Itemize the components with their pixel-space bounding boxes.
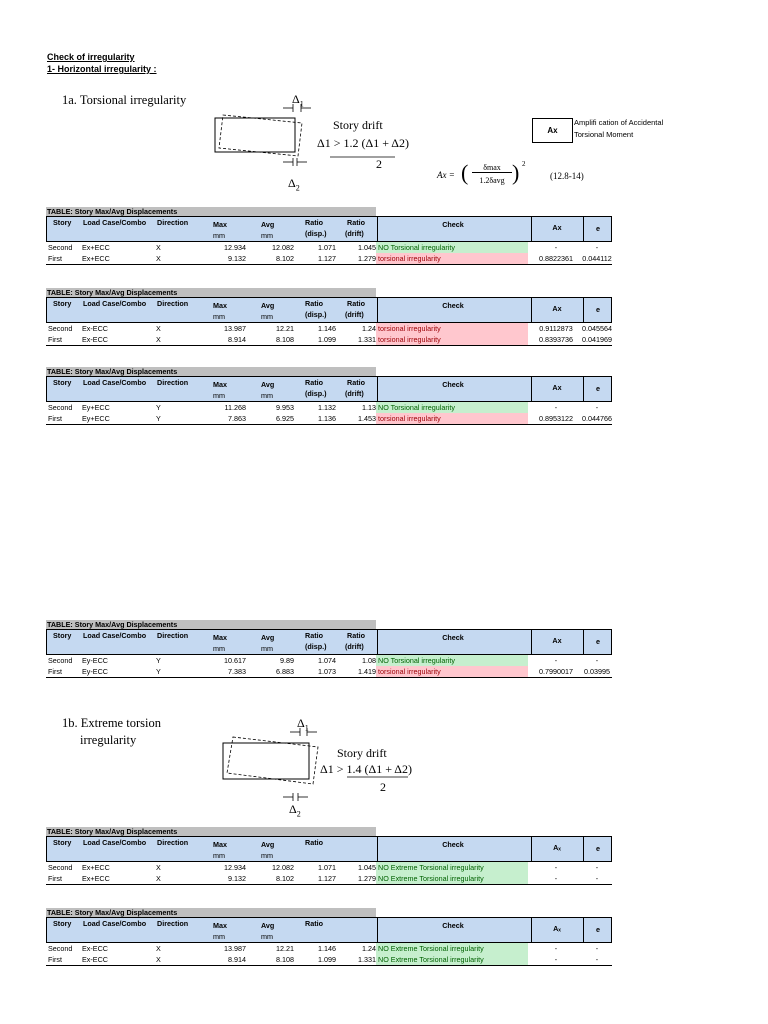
- cell-story: First: [48, 335, 62, 344]
- header-direction: Direction: [157, 218, 189, 227]
- table-row: [46, 943, 612, 954]
- cell-ax: -: [554, 955, 558, 964]
- cell-direction: X: [156, 944, 161, 953]
- data-table: [46, 367, 612, 425]
- header-divider: [531, 377, 532, 401]
- header-ratio-sub: (disp.): [305, 389, 327, 398]
- header-ratio: Ratio: [305, 631, 323, 640]
- cell-combo: Ey-ECC: [82, 667, 108, 676]
- header-check: Check: [442, 301, 464, 310]
- cell-ax: 0.8822361: [539, 254, 573, 263]
- cell-max: 9.132: [228, 874, 246, 883]
- section-b-title: [62, 715, 161, 749]
- cell-story: Second: [48, 944, 73, 953]
- header-max: Max: [213, 220, 227, 229]
- cell-direction: Y: [156, 414, 161, 423]
- header-e: e: [596, 224, 600, 233]
- header-divider: [377, 377, 378, 401]
- header-ratio2: Ratio: [347, 218, 365, 227]
- cell-combo: Ex-ECC: [82, 335, 108, 344]
- cell-avg: 12.21: [276, 324, 294, 333]
- header-divider: [377, 217, 378, 241]
- header-max-unit: mm: [213, 644, 225, 653]
- header-story: Story: [53, 838, 72, 847]
- cell-ax: -: [554, 863, 558, 872]
- ax-legend-box: Ax: [532, 118, 573, 143]
- header-divider: [583, 377, 584, 401]
- delta2-label-b: $\Delta_2$: [289, 802, 301, 819]
- table-caption: TABLE: Story Max/Avg Displacements: [46, 908, 376, 917]
- cell-check: torsional irregularity: [376, 413, 528, 424]
- section-a-title: 1a. Torsional irregularity: [62, 93, 187, 107]
- header-ratio2: Ratio: [347, 378, 365, 387]
- header-avg-unit: mm: [261, 851, 273, 860]
- header-divider: [531, 837, 532, 861]
- cell-story: First: [48, 414, 62, 423]
- header-divider: [583, 918, 584, 942]
- table-header: [46, 216, 612, 242]
- heading-title: Check of irregularity: [47, 52, 135, 62]
- header-ax: Aₓ: [553, 843, 561, 852]
- cell-max: 7.863: [228, 414, 246, 423]
- header-avg: Avg: [261, 301, 275, 310]
- cell-story: First: [48, 874, 62, 883]
- cell-ax: -: [554, 656, 558, 665]
- cell-ratio: 1.099: [318, 335, 336, 344]
- cell-e: 0.044766: [582, 414, 612, 423]
- cell-max: 11.268: [224, 403, 246, 412]
- cell-avg: 8.102: [276, 874, 294, 883]
- header-e: e: [596, 637, 600, 646]
- formula-lhs: Ax =: [437, 170, 455, 180]
- header-ratio: Ratio: [305, 218, 323, 227]
- cell-story: Second: [48, 656, 73, 665]
- cell-e: -: [595, 863, 599, 872]
- cell-avg: 12.082: [272, 243, 294, 252]
- cell-combo: Ex+ECC: [82, 254, 110, 263]
- header-divider: [531, 217, 532, 241]
- header-avg-unit: mm: [261, 644, 273, 653]
- cell-ax: 0.9112873: [539, 324, 573, 333]
- cell-ratio-drift: 1.045: [358, 243, 376, 252]
- header-story: Story: [53, 919, 72, 928]
- cell-e: -: [595, 243, 599, 252]
- cell-avg: 8.108: [276, 955, 294, 964]
- header-divider: [583, 217, 584, 241]
- header-ratio-sub: (disp.): [305, 229, 327, 238]
- cell-avg: 12.21: [276, 944, 294, 953]
- header-max-unit: mm: [213, 312, 225, 321]
- section-b-title-line1: 1b. Extreme torsion: [62, 716, 161, 730]
- cell-e: 0.045564: [582, 324, 612, 333]
- cell-combo: Ex+ECC: [82, 874, 110, 883]
- data-table: [46, 288, 612, 346]
- header-check: Check: [442, 220, 464, 229]
- cell-max: 7.383: [228, 667, 246, 676]
- cell-check: NO Extreme Torsional irregularity: [376, 873, 528, 884]
- cell-ax: 0.8393736: [539, 335, 573, 344]
- section-b-title-line2: irregularity: [80, 733, 137, 747]
- header-direction: Direction: [157, 299, 189, 308]
- cell-ratio: 1.136: [318, 414, 336, 423]
- header-check: Check: [442, 921, 464, 930]
- table-row: [46, 666, 612, 678]
- formula-denominator: 1.2δavg: [479, 176, 505, 185]
- cell-direction: X: [156, 243, 161, 252]
- header-check: Check: [442, 840, 464, 849]
- cell-story: Second: [48, 863, 73, 872]
- cell-ratio-drift: 1.453: [358, 414, 376, 423]
- header-combo: Load Case/Combo: [83, 631, 147, 640]
- header-max-unit: mm: [213, 851, 225, 860]
- cell-e: -: [595, 656, 599, 665]
- story-drift-label-b: Story drift: [337, 746, 387, 760]
- cell-ax: -: [554, 243, 558, 252]
- cell-check: NO Extreme Torsional irregularity: [376, 954, 528, 965]
- table-caption: TABLE: Story Max/Avg Displacements: [46, 620, 376, 629]
- cell-direction: Y: [156, 667, 161, 676]
- header-avg-unit: mm: [261, 231, 273, 240]
- cell-ratio: 1.071: [318, 863, 336, 872]
- header-avg: Avg: [261, 921, 275, 930]
- header-divider: [377, 837, 378, 861]
- cell-story: First: [48, 254, 62, 263]
- header-check: Check: [442, 633, 464, 642]
- cell-avg: 12.082: [272, 863, 294, 872]
- table-row: [46, 402, 612, 413]
- table-caption: TABLE: Story Max/Avg Displacements: [46, 207, 376, 216]
- table-header: [46, 917, 612, 943]
- header-story: Story: [53, 218, 72, 227]
- cell-e: 0.041969: [582, 335, 612, 344]
- cell-max: 13.987: [224, 944, 246, 953]
- formula-numerator: δmax: [472, 163, 512, 173]
- ax-note-line1: Amplifi cation of Accidental: [574, 118, 664, 127]
- header-story: Story: [53, 299, 72, 308]
- cell-ratio: 1.073: [318, 667, 336, 676]
- header-divider: [531, 630, 532, 654]
- cell-ratio: 1.074: [318, 656, 336, 665]
- header-ratio-sub: (disp.): [305, 642, 327, 651]
- header-combo: Load Case/Combo: [83, 919, 147, 928]
- cell-combo: Ex+ECC: [82, 863, 110, 872]
- data-table: [46, 207, 612, 265]
- header-divider: [531, 298, 532, 322]
- header-divider: [583, 630, 584, 654]
- data-table: [46, 827, 612, 885]
- header-ratio: Ratio: [305, 299, 323, 308]
- cell-direction: X: [156, 335, 161, 344]
- header-combo: Load Case/Combo: [83, 838, 147, 847]
- formula-exponent: 2: [522, 160, 526, 168]
- cell-ratio-drift: 1.279: [358, 254, 376, 263]
- table-row: [46, 413, 612, 425]
- cell-check: torsional irregularity: [376, 666, 528, 677]
- cell-ratio: 1.132: [318, 403, 336, 412]
- header-max: Max: [213, 301, 227, 310]
- table-caption: TABLE: Story Max/Avg Displacements: [46, 367, 376, 376]
- cell-ratio-drift: 1.24: [362, 944, 376, 953]
- cell-story: Second: [48, 243, 73, 252]
- cell-ratio-drift: 1.279: [358, 874, 376, 883]
- header-avg: Avg: [261, 633, 275, 642]
- cell-ratio-drift: 1.331: [358, 335, 376, 344]
- header-ax: Ax: [552, 636, 562, 645]
- cell-check: NO Torsional irregularity: [376, 402, 528, 413]
- cell-story: Second: [48, 403, 73, 412]
- header-ratio2-sub: (drift): [345, 229, 364, 238]
- cell-combo: Ey-ECC: [82, 656, 108, 665]
- header-ratio2: Ratio: [347, 631, 365, 640]
- cell-direction: X: [156, 324, 161, 333]
- table-row: [46, 954, 612, 966]
- header-max: Max: [213, 380, 227, 389]
- cell-ratio: 1.146: [318, 324, 336, 333]
- table-row: [46, 655, 612, 666]
- header-combo: Load Case/Combo: [83, 299, 147, 308]
- table-header: [46, 297, 612, 323]
- cell-direction: X: [156, 955, 161, 964]
- header-ax: Ax: [552, 223, 562, 232]
- header-direction: Direction: [157, 631, 189, 640]
- cell-ratio-drift: 1.13: [362, 403, 376, 412]
- table-row: [46, 873, 612, 885]
- header-avg-unit: mm: [261, 932, 273, 941]
- cell-avg: 6.883: [276, 667, 294, 676]
- cell-max: 8.914: [228, 335, 246, 344]
- header-check: Check: [442, 380, 464, 389]
- cell-avg: 8.108: [276, 335, 294, 344]
- cell-e: -: [595, 403, 599, 412]
- formula-paren-right: ): [512, 160, 520, 185]
- cell-e: -: [595, 955, 599, 964]
- header-story: Story: [53, 631, 72, 640]
- table-row: [46, 862, 612, 873]
- header-max-unit: mm: [213, 391, 225, 400]
- cell-e: -: [595, 874, 599, 883]
- data-table: [46, 620, 612, 678]
- table-header: [46, 376, 612, 402]
- heading-subtitle: 1- Horizontal irregularity :: [47, 64, 157, 74]
- table-row: [46, 323, 612, 334]
- header-ratio2-sub: (drift): [345, 642, 364, 651]
- cell-direction: X: [156, 863, 161, 872]
- cell-check: torsional irregularity: [376, 253, 528, 264]
- cell-ax: -: [554, 403, 558, 412]
- header-max-unit: mm: [213, 231, 225, 240]
- table-caption: TABLE: Story Max/Avg Displacements: [46, 827, 376, 836]
- cell-combo: Ey+ECC: [82, 414, 110, 423]
- header-ratio-sub: (disp.): [305, 310, 327, 319]
- cell-ratio-drift: 1.331: [358, 955, 376, 964]
- cell-max: 8.914: [228, 955, 246, 964]
- header-avg-unit: mm: [261, 312, 273, 321]
- header-avg: Avg: [261, 380, 275, 389]
- cell-check: torsional irregularity: [376, 334, 528, 345]
- header-divider: [377, 298, 378, 322]
- cell-ratio-drift: 1.045: [358, 863, 376, 872]
- table-header: [46, 836, 612, 862]
- header-ratio2-sub: (drift): [345, 389, 364, 398]
- table-row: [46, 334, 612, 346]
- cell-direction: Y: [156, 403, 161, 412]
- cell-direction: X: [156, 254, 161, 263]
- cell-e: -: [595, 944, 599, 953]
- cell-combo: Ey+ECC: [82, 403, 110, 412]
- cell-e: 0.03995: [584, 667, 610, 676]
- cell-check: NO Torsional irregularity: [376, 655, 528, 666]
- header-e: e: [596, 384, 600, 393]
- formula-paren-left: (: [461, 160, 469, 185]
- header-direction: Direction: [157, 919, 189, 928]
- cell-ratio: 1.071: [318, 243, 336, 252]
- header-ratio: Ratio: [305, 378, 323, 387]
- header-avg-unit: mm: [261, 391, 273, 400]
- cell-max: 13.987: [224, 324, 246, 333]
- header-e: e: [596, 844, 600, 853]
- cell-story: First: [48, 667, 62, 676]
- condition-den-a: 2: [376, 157, 382, 171]
- cell-check: torsional irregularity: [376, 323, 528, 334]
- cell-ratio-drift: 1.419: [358, 667, 376, 676]
- cell-ratio: 1.146: [318, 944, 336, 953]
- header-ratio: Ratio: [305, 919, 323, 928]
- cell-check: NO Torsional irregularity: [376, 242, 528, 253]
- table-header: [46, 629, 612, 655]
- header-max: Max: [213, 921, 227, 930]
- condition-a: Δ1 > 1.2 (Δ1 + Δ2): [317, 136, 410, 150]
- cell-max: 9.132: [228, 254, 246, 263]
- cell-story: First: [48, 955, 62, 964]
- cell-max: 12.934: [224, 243, 246, 252]
- cell-ratio: 1.099: [318, 955, 336, 964]
- table-row: [46, 253, 612, 265]
- cell-max: 10.617: [224, 656, 246, 665]
- header-divider: [583, 837, 584, 861]
- cell-direction: X: [156, 874, 161, 883]
- data-table: [46, 908, 612, 966]
- header-divider: [377, 918, 378, 942]
- header-ratio2: Ratio: [347, 299, 365, 308]
- header-divider: [377, 630, 378, 654]
- header-direction: Direction: [157, 378, 189, 387]
- cell-combo: Ex-ECC: [82, 955, 108, 964]
- header-ratio: Ratio: [305, 838, 323, 847]
- cell-avg: 8.102: [276, 254, 294, 263]
- cell-ax: 0.7990017: [539, 667, 573, 676]
- delta1-label-a: $\Delta_1$: [292, 92, 304, 109]
- ax-legend-note: [574, 117, 663, 141]
- cell-combo: Ex-ECC: [82, 944, 108, 953]
- header-combo: Load Case/Combo: [83, 218, 147, 227]
- story-drift-label-a: Story drift: [333, 118, 383, 132]
- cell-ratio: 1.127: [318, 874, 336, 883]
- cell-avg: 9.89: [280, 656, 294, 665]
- cell-ax: -: [554, 944, 558, 953]
- header-direction: Direction: [157, 838, 189, 847]
- cell-combo: Ex-ECC: [82, 324, 108, 333]
- cell-e: 0.044112: [582, 254, 612, 263]
- cell-ax: -: [554, 874, 558, 883]
- cell-avg: 6.925: [276, 414, 294, 423]
- header-story: Story: [53, 378, 72, 387]
- header-e: e: [596, 305, 600, 314]
- cell-combo: Ex+ECC: [82, 243, 110, 252]
- cell-ratio: 1.127: [318, 254, 336, 263]
- cell-ax: 0.8953122: [539, 414, 573, 423]
- delta2-label-a: $\Delta_2$: [288, 176, 300, 193]
- cell-max: 12.934: [224, 863, 246, 872]
- table-caption: TABLE: Story Max/Avg Displacements: [46, 288, 376, 297]
- formula-reference: (12.8-14): [550, 171, 584, 181]
- header-avg: Avg: [261, 840, 275, 849]
- header-ax: Ax: [552, 304, 562, 313]
- header-max-unit: mm: [213, 932, 225, 941]
- header-e: e: [596, 925, 600, 934]
- header-ax: Ax: [552, 383, 562, 392]
- cell-story: Second: [48, 324, 73, 333]
- header-avg: Avg: [261, 220, 275, 229]
- cell-direction: Y: [156, 656, 161, 665]
- ax-note-line2: Torsional Moment: [574, 130, 634, 139]
- header-max: Max: [213, 633, 227, 642]
- header-divider: [583, 298, 584, 322]
- condition-den-b: 2: [380, 780, 386, 794]
- cell-check: NO Extreme Torsional irregularity: [376, 943, 528, 954]
- header-combo: Load Case/Combo: [83, 378, 147, 387]
- table-row: [46, 242, 612, 253]
- cell-avg: 9.953: [276, 403, 294, 412]
- header-divider: [531, 918, 532, 942]
- cell-check: NO Extreme Torsional irregularity: [376, 862, 528, 873]
- condition-b: Δ1 > 1.4 (Δ1 + Δ2): [320, 762, 413, 776]
- header-ratio2-sub: (drift): [345, 310, 364, 319]
- cell-ratio-drift: 1.24: [362, 324, 376, 333]
- cell-ratio-drift: 1.08: [362, 656, 376, 665]
- header-ax: Aₓ: [553, 924, 561, 933]
- header-max: Max: [213, 840, 227, 849]
- delta1-label-b: $\Delta_1$: [297, 716, 309, 733]
